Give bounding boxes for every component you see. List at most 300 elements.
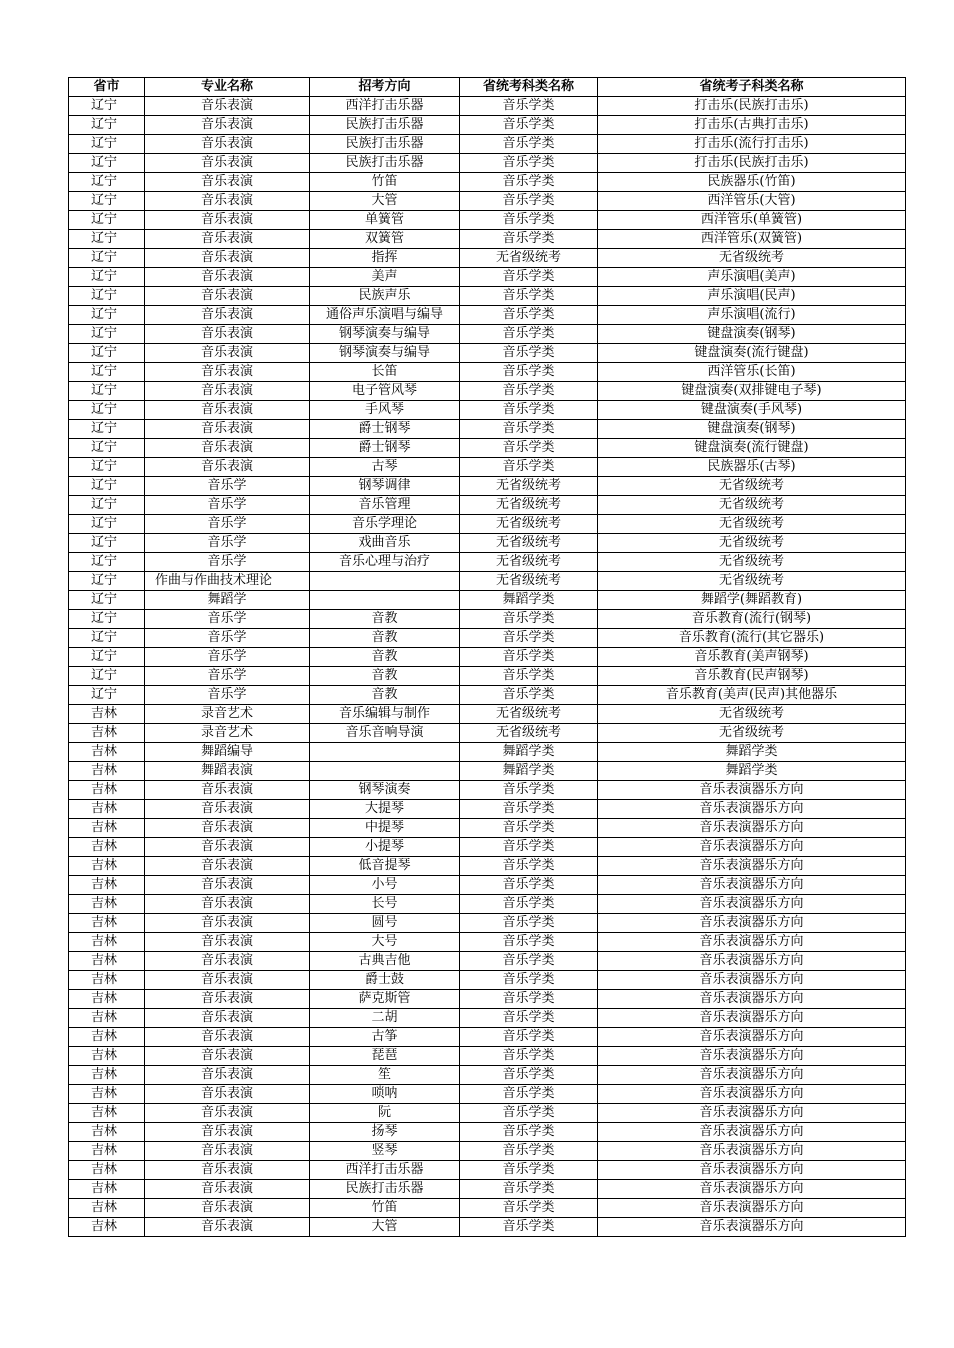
province-cell: 辽宁	[69, 477, 145, 496]
province-cell: 辽宁	[69, 268, 145, 287]
table-row	[69, 325, 906, 344]
direction-cell: 钢琴调律	[310, 477, 460, 496]
major-cell: 音乐表演	[145, 173, 310, 192]
province-cell: 辽宁	[69, 515, 145, 534]
direction-cell: 中提琴	[310, 819, 460, 838]
exam-category-cell: 无省级统考	[460, 724, 598, 743]
direction-cell: 音教	[310, 629, 460, 648]
major-cell: 音乐表演	[145, 1142, 310, 1161]
table-row	[69, 116, 906, 135]
exam-subcategory-cell: 键盘演奏(流行键盘)	[598, 439, 906, 458]
major-cell: 音乐学	[145, 515, 310, 534]
table-row	[69, 743, 906, 762]
table-row	[69, 439, 906, 458]
major-cell: 舞蹈学	[145, 591, 310, 610]
province-cell: 辽宁	[69, 306, 145, 325]
table-row	[69, 629, 906, 648]
exam-category-cell: 音乐学类	[460, 192, 598, 211]
province-cell: 吉林	[69, 952, 145, 971]
province-cell: 辽宁	[69, 401, 145, 420]
major-cell: 音乐学	[145, 496, 310, 515]
exam-category-cell: 音乐学类	[460, 1009, 598, 1028]
exam-subcategory-cell: 舞蹈学类	[598, 762, 906, 781]
direction-cell: 爵士钢琴	[310, 420, 460, 439]
exam-category-cell: 音乐学类	[460, 1066, 598, 1085]
province-cell: 吉林	[69, 1142, 145, 1161]
exam-category-cell: 音乐学类	[460, 1028, 598, 1047]
province-cell: 辽宁	[69, 648, 145, 667]
exam-subcategory-cell: 音乐表演器乐方向	[598, 1085, 906, 1104]
exam-subcategory-cell: 音乐表演器乐方向	[598, 838, 906, 857]
exam-category-cell: 音乐学类	[460, 363, 598, 382]
major-cell: 舞蹈表演	[145, 762, 310, 781]
table-row	[69, 990, 906, 1009]
major-cell: 音乐表演	[145, 857, 310, 876]
province-cell: 辽宁	[69, 439, 145, 458]
table-row	[69, 1028, 906, 1047]
exam-category-cell: 音乐学类	[460, 933, 598, 952]
table-row	[69, 192, 906, 211]
exam-subcategory-cell: 键盘演奏(双排键电子琴)	[598, 382, 906, 401]
table-row	[69, 249, 906, 268]
exam-subcategory-cell: 音乐教育(流行(钢琴)	[598, 610, 906, 629]
major-cell: 音乐表演	[145, 952, 310, 971]
exam-subcategory-cell: 键盘演奏(钢琴)	[598, 325, 906, 344]
exam-category-cell: 音乐学类	[460, 306, 598, 325]
province-cell: 吉林	[69, 1047, 145, 1066]
major-cell: 音乐学	[145, 667, 310, 686]
major-cell: 音乐表演	[145, 1180, 310, 1199]
exam-category-cell: 音乐学类	[460, 800, 598, 819]
direction-cell: 扬琴	[310, 1123, 460, 1142]
exam-category-cell: 音乐学类	[460, 1142, 598, 1161]
exam-subcategory-cell: 音乐表演器乐方向	[598, 857, 906, 876]
major-cell: 音乐学	[145, 686, 310, 705]
table-row	[69, 933, 906, 952]
exam-category-cell: 音乐学类	[460, 857, 598, 876]
province-cell: 辽宁	[69, 629, 145, 648]
exam-category-cell: 无省级统考	[460, 572, 598, 591]
direction-cell: 圆号	[310, 914, 460, 933]
major-cell: 音乐表演	[145, 876, 310, 895]
major-cell: 录音艺术	[145, 705, 310, 724]
exam-subcategory-cell: 音乐表演器乐方向	[598, 1009, 906, 1028]
exam-subcategory-cell: 音乐表演器乐方向	[598, 1123, 906, 1142]
exam-category-cell: 音乐学类	[460, 344, 598, 363]
province-cell: 辽宁	[69, 686, 145, 705]
province-cell: 吉林	[69, 1218, 145, 1237]
direction-cell: 戏曲音乐	[310, 534, 460, 553]
province-cell: 吉林	[69, 1009, 145, 1028]
table-row	[69, 1047, 906, 1066]
direction-cell: 小提琴	[310, 838, 460, 857]
major-cell: 音乐学	[145, 629, 310, 648]
exam-category-cell: 无省级统考	[460, 534, 598, 553]
exam-subcategory-cell: 声乐演唱(美声)	[598, 268, 906, 287]
exam-category-cell: 音乐学类	[460, 458, 598, 477]
table-row	[69, 477, 906, 496]
province-cell: 辽宁	[69, 363, 145, 382]
exam-subcategory-cell: 西洋管乐(长笛)	[598, 363, 906, 382]
admissions-table	[68, 77, 906, 1237]
exam-category-cell: 音乐学类	[460, 686, 598, 705]
exam-subcategory-cell: 无省级统考	[598, 477, 906, 496]
table-row	[69, 306, 906, 325]
exam-subcategory-cell: 音乐表演器乐方向	[598, 800, 906, 819]
major-cell: 音乐学	[145, 534, 310, 553]
exam-category-cell: 舞蹈学类	[460, 762, 598, 781]
direction-cell: 琵琶	[310, 1047, 460, 1066]
direction-cell: 通俗声乐演唱与编导	[310, 306, 460, 325]
exam-subcategory-cell: 音乐表演器乐方向	[598, 1066, 906, 1085]
header-exam-category: 省统考科类名称	[460, 78, 598, 97]
exam-category-cell: 音乐学类	[460, 382, 598, 401]
direction-cell: 低音提琴	[310, 857, 460, 876]
major-cell: 音乐表演	[145, 287, 310, 306]
direction-cell: 音教	[310, 648, 460, 667]
table-row	[69, 648, 906, 667]
direction-cell: 民族声乐	[310, 287, 460, 306]
exam-category-cell: 音乐学类	[460, 914, 598, 933]
exam-subcategory-cell: 音乐表演器乐方向	[598, 914, 906, 933]
major-cell: 音乐表演	[145, 819, 310, 838]
province-cell: 吉林	[69, 971, 145, 990]
exam-category-cell: 音乐学类	[460, 173, 598, 192]
major-cell: 音乐表演	[145, 192, 310, 211]
direction-cell: 民族打击乐器	[310, 135, 460, 154]
exam-subcategory-cell: 声乐演唱(流行)	[598, 306, 906, 325]
major-cell: 音乐表演	[145, 1199, 310, 1218]
direction-cell: 音乐管理	[310, 496, 460, 515]
major-cell: 音乐表演	[145, 990, 310, 1009]
exam-subcategory-cell: 无省级统考	[598, 534, 906, 553]
major-cell: 音乐表演	[145, 781, 310, 800]
header-row	[69, 78, 906, 97]
exam-category-cell: 音乐学类	[460, 211, 598, 230]
exam-subcategory-cell: 音乐表演器乐方向	[598, 933, 906, 952]
exam-subcategory-cell: 音乐表演器乐方向	[598, 895, 906, 914]
major-cell: 音乐表演	[145, 135, 310, 154]
direction-cell: 唢呐	[310, 1085, 460, 1104]
province-cell: 吉林	[69, 876, 145, 895]
exam-subcategory-cell: 音乐表演器乐方向	[598, 1047, 906, 1066]
province-cell: 吉林	[69, 1085, 145, 1104]
direction-cell: 民族打击乐器	[310, 116, 460, 135]
major-cell: 音乐表演	[145, 458, 310, 477]
province-cell: 辽宁	[69, 667, 145, 686]
province-cell: 辽宁	[69, 211, 145, 230]
province-cell: 辽宁	[69, 116, 145, 135]
table-row	[69, 401, 906, 420]
table-row	[69, 211, 906, 230]
exam-subcategory-cell: 音乐表演器乐方向	[598, 1161, 906, 1180]
exam-subcategory-cell: 无省级统考	[598, 249, 906, 268]
table-body	[69, 97, 906, 1237]
direction-cell: 音乐学理论	[310, 515, 460, 534]
table-row	[69, 97, 906, 116]
direction-cell: 西洋打击乐器	[310, 97, 460, 116]
table-row	[69, 876, 906, 895]
exam-category-cell: 音乐学类	[460, 990, 598, 1009]
exam-category-cell: 音乐学类	[460, 667, 598, 686]
exam-category-cell: 舞蹈学类	[460, 591, 598, 610]
major-cell: 音乐表演	[145, 1066, 310, 1085]
major-cell: 音乐表演	[145, 116, 310, 135]
major-cell: 音乐表演	[145, 439, 310, 458]
major-cell: 作曲与作曲技术理论	[145, 572, 310, 591]
exam-subcategory-cell: 无省级统考	[598, 553, 906, 572]
province-cell: 辽宁	[69, 249, 145, 268]
exam-subcategory-cell: 打击乐(流行打击乐)	[598, 135, 906, 154]
exam-subcategory-cell: 舞蹈学类	[598, 743, 906, 762]
table-row	[69, 363, 906, 382]
major-cell: 音乐表演	[145, 306, 310, 325]
major-cell: 音乐表演	[145, 971, 310, 990]
province-cell: 辽宁	[69, 173, 145, 192]
exam-category-cell: 音乐学类	[460, 952, 598, 971]
direction-cell: 音乐编辑与制作	[310, 705, 460, 724]
exam-category-cell: 无省级统考	[460, 515, 598, 534]
major-cell: 音乐表演	[145, 344, 310, 363]
direction-cell: 单簧管	[310, 211, 460, 230]
major-cell: 音乐学	[145, 553, 310, 572]
exam-category-cell: 音乐学类	[460, 971, 598, 990]
exam-subcategory-cell: 音乐教育(流行(其它器乐)	[598, 629, 906, 648]
exam-subcategory-cell: 音乐表演器乐方向	[598, 1104, 906, 1123]
province-cell: 吉林	[69, 800, 145, 819]
province-cell: 吉林	[69, 914, 145, 933]
direction-cell: 指挥	[310, 249, 460, 268]
direction-cell: 笙	[310, 1066, 460, 1085]
exam-subcategory-cell: 民族器乐(竹笛)	[598, 173, 906, 192]
exam-subcategory-cell: 音乐表演器乐方向	[598, 1218, 906, 1237]
province-cell: 吉林	[69, 781, 145, 800]
province-cell: 辽宁	[69, 458, 145, 477]
exam-subcategory-cell: 西洋管乐(单簧管)	[598, 211, 906, 230]
exam-category-cell: 音乐学类	[460, 1199, 598, 1218]
exam-subcategory-cell: 键盘演奏(手风琴)	[598, 401, 906, 420]
direction-cell: 长号	[310, 895, 460, 914]
major-cell: 音乐表演	[145, 249, 310, 268]
major-cell: 音乐表演	[145, 1085, 310, 1104]
exam-subcategory-cell: 舞蹈学(舞蹈教育)	[598, 591, 906, 610]
province-cell: 吉林	[69, 819, 145, 838]
exam-category-cell: 无省级统考	[460, 553, 598, 572]
exam-subcategory-cell: 键盘演奏(钢琴)	[598, 420, 906, 439]
exam-category-cell: 音乐学类	[460, 116, 598, 135]
major-cell: 音乐表演	[145, 838, 310, 857]
table-row	[69, 1104, 906, 1123]
header-province: 省市	[69, 78, 145, 97]
province-cell: 辽宁	[69, 496, 145, 515]
exam-category-cell: 音乐学类	[460, 1180, 598, 1199]
table-row	[69, 667, 906, 686]
direction-cell: 大号	[310, 933, 460, 952]
exam-subcategory-cell: 打击乐(民族打击乐)	[598, 154, 906, 173]
table-row	[69, 914, 906, 933]
exam-category-cell: 音乐学类	[460, 895, 598, 914]
major-cell: 音乐表演	[145, 97, 310, 116]
major-cell: 音乐表演	[145, 268, 310, 287]
province-cell: 吉林	[69, 990, 145, 1009]
province-cell: 辽宁	[69, 97, 145, 116]
major-cell: 音乐表演	[145, 363, 310, 382]
table-row	[69, 952, 906, 971]
major-cell: 音乐表演	[145, 420, 310, 439]
table-row	[69, 1161, 906, 1180]
exam-category-cell: 音乐学类	[460, 439, 598, 458]
exam-category-cell: 音乐学类	[460, 629, 598, 648]
direction-cell: 阮	[310, 1104, 460, 1123]
direction-cell	[310, 572, 460, 591]
exam-subcategory-cell: 西洋管乐(大管)	[598, 192, 906, 211]
table-row	[69, 268, 906, 287]
exam-subcategory-cell: 音乐表演器乐方向	[598, 1180, 906, 1199]
table-row	[69, 1218, 906, 1237]
table-row	[69, 173, 906, 192]
table-row	[69, 762, 906, 781]
exam-category-cell: 音乐学类	[460, 325, 598, 344]
direction-cell: 爵士鼓	[310, 971, 460, 990]
major-cell: 音乐表演	[145, 933, 310, 952]
major-cell: 音乐表演	[145, 401, 310, 420]
major-cell: 音乐表演	[145, 1009, 310, 1028]
exam-category-cell: 音乐学类	[460, 97, 598, 116]
table-row	[69, 154, 906, 173]
exam-subcategory-cell: 音乐表演器乐方向	[598, 990, 906, 1009]
major-cell: 音乐表演	[145, 1161, 310, 1180]
direction-cell: 钢琴演奏	[310, 781, 460, 800]
exam-category-cell: 音乐学类	[460, 230, 598, 249]
province-cell: 吉林	[69, 1123, 145, 1142]
province-cell: 吉林	[69, 1161, 145, 1180]
major-cell: 音乐表演	[145, 895, 310, 914]
province-cell: 辽宁	[69, 534, 145, 553]
exam-subcategory-cell: 无省级统考	[598, 705, 906, 724]
direction-cell: 音乐音响导演	[310, 724, 460, 743]
table-row	[69, 496, 906, 515]
province-cell: 辽宁	[69, 344, 145, 363]
province-cell: 吉林	[69, 762, 145, 781]
table-row	[69, 420, 906, 439]
table-row	[69, 686, 906, 705]
direction-cell: 西洋打击乐器	[310, 1161, 460, 1180]
exam-category-cell: 无省级统考	[460, 496, 598, 515]
major-cell: 音乐表演	[145, 325, 310, 344]
exam-category-cell: 音乐学类	[460, 1218, 598, 1237]
direction-cell: 电子管风琴	[310, 382, 460, 401]
province-cell: 吉林	[69, 1180, 145, 1199]
province-cell: 吉林	[69, 933, 145, 952]
province-cell: 吉林	[69, 1028, 145, 1047]
table-row	[69, 1123, 906, 1142]
exam-category-cell: 无省级统考	[460, 705, 598, 724]
major-cell: 音乐表演	[145, 1218, 310, 1237]
major-cell: 音乐表演	[145, 230, 310, 249]
direction-cell: 大管	[310, 1218, 460, 1237]
exam-subcategory-cell: 音乐表演器乐方向	[598, 1028, 906, 1047]
exam-category-cell: 舞蹈学类	[460, 743, 598, 762]
major-cell: 录音艺术	[145, 724, 310, 743]
table-row	[69, 838, 906, 857]
exam-category-cell: 音乐学类	[460, 1085, 598, 1104]
major-cell: 音乐表演	[145, 1028, 310, 1047]
table-row	[69, 895, 906, 914]
major-cell: 音乐学	[145, 477, 310, 496]
exam-category-cell: 音乐学类	[460, 781, 598, 800]
direction-cell: 古筝	[310, 1028, 460, 1047]
exam-category-cell: 音乐学类	[460, 135, 598, 154]
exam-category-cell: 音乐学类	[460, 1104, 598, 1123]
major-cell: 音乐表演	[145, 1123, 310, 1142]
exam-subcategory-cell: 无省级统考	[598, 724, 906, 743]
exam-subcategory-cell: 音乐表演器乐方向	[598, 819, 906, 838]
exam-subcategory-cell: 音乐表演器乐方向	[598, 952, 906, 971]
direction-cell: 音教	[310, 610, 460, 629]
exam-subcategory-cell: 音乐表演器乐方向	[598, 1142, 906, 1161]
table-row	[69, 1085, 906, 1104]
exam-subcategory-cell: 音乐教育(美声(民声)其他器乐	[598, 686, 906, 705]
direction-cell: 竹笛	[310, 173, 460, 192]
table-row	[69, 458, 906, 477]
table-row	[69, 287, 906, 306]
table-row	[69, 344, 906, 363]
table-row	[69, 135, 906, 154]
direction-cell	[310, 743, 460, 762]
direction-cell: 古典吉他	[310, 952, 460, 971]
direction-cell: 民族打击乐器	[310, 154, 460, 173]
major-cell: 音乐表演	[145, 382, 310, 401]
province-cell: 辽宁	[69, 135, 145, 154]
province-cell: 辽宁	[69, 325, 145, 344]
table-row	[69, 857, 906, 876]
exam-subcategory-cell: 音乐教育(美声钢琴)	[598, 648, 906, 667]
direction-cell: 钢琴演奏与编导	[310, 325, 460, 344]
major-cell: 音乐表演	[145, 1047, 310, 1066]
exam-subcategory-cell: 打击乐(民族打击乐)	[598, 97, 906, 116]
direction-cell: 音教	[310, 667, 460, 686]
direction-cell: 萨克斯管	[310, 990, 460, 1009]
header-direction: 招考方向	[310, 78, 460, 97]
exam-subcategory-cell: 音乐表演器乐方向	[598, 781, 906, 800]
province-cell: 辽宁	[69, 610, 145, 629]
table-row	[69, 610, 906, 629]
exam-category-cell: 音乐学类	[460, 420, 598, 439]
exam-subcategory-cell: 民族器乐(古琴)	[598, 458, 906, 477]
header-major: 专业名称	[145, 78, 310, 97]
table-row	[69, 572, 906, 591]
province-cell: 吉林	[69, 1066, 145, 1085]
major-cell: 舞蹈编导	[145, 743, 310, 762]
exam-category-cell: 音乐学类	[460, 610, 598, 629]
province-cell: 辽宁	[69, 154, 145, 173]
province-cell: 吉林	[69, 1199, 145, 1218]
exam-category-cell: 音乐学类	[460, 154, 598, 173]
table-row	[69, 553, 906, 572]
province-cell: 吉林	[69, 895, 145, 914]
exam-subcategory-cell: 音乐表演器乐方向	[598, 876, 906, 895]
major-cell: 音乐学	[145, 648, 310, 667]
exam-subcategory-cell: 键盘演奏(流行键盘)	[598, 344, 906, 363]
exam-subcategory-cell: 无省级统考	[598, 572, 906, 591]
direction-cell: 长笛	[310, 363, 460, 382]
table-row	[69, 382, 906, 401]
table-row	[69, 591, 906, 610]
table-row	[69, 724, 906, 743]
province-cell: 吉林	[69, 857, 145, 876]
exam-subcategory-cell: 打击乐(古典打击乐)	[598, 116, 906, 135]
direction-cell	[310, 591, 460, 610]
